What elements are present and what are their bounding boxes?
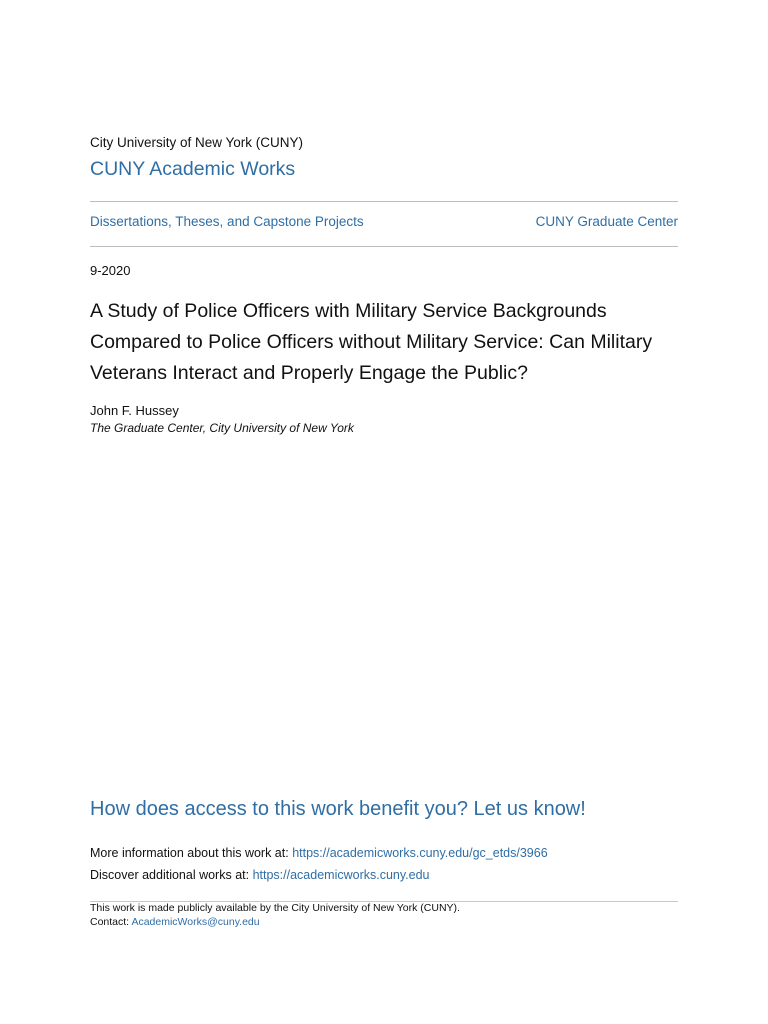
repository-url-link[interactable]: https://academicworks.cuny.edu (252, 868, 430, 882)
collection-link[interactable]: Dissertations, Theses, and Capstone Projects (90, 214, 364, 229)
availability-notice: This work is made publicly available by the City University of New York (CUNY). (90, 902, 460, 914)
feedback-link[interactable]: How does access to this work benefit you? Let us know! (90, 798, 586, 820)
institution-name: City University of New York (CUNY) (90, 135, 304, 150)
discover-label: Discover additional works at: (90, 868, 253, 882)
work-url-link[interactable]: https://academicworks.cuny.edu/gc_etds/3966 (292, 846, 548, 860)
more-info-line (90, 846, 548, 860)
graduate-center-link[interactable]: CUNY Graduate Center (535, 214, 678, 229)
repository-link[interactable]: CUNY Academic Works (90, 158, 296, 180)
author-name: John F. Hussey (90, 403, 179, 418)
contact-label: Contact: (90, 916, 132, 928)
contact-email-link[interactable]: AcademicWorks@cuny.edu (131, 916, 260, 928)
publication-date: 9-2020 (90, 263, 131, 278)
discover-line (90, 868, 430, 882)
author-affiliation: The Graduate Center, City University of New York (90, 421, 354, 435)
more-info-label: More information about this work at: (90, 846, 293, 860)
divider-top (90, 201, 678, 202)
divider-nav (90, 246, 678, 247)
contact-line (90, 916, 260, 928)
paper-title: A Study of Police Officers with Military Service Backgrounds Compared to Police Officers without Military Service: Can Military Veterans Interact and Properly Engage the Public? (90, 300, 653, 384)
